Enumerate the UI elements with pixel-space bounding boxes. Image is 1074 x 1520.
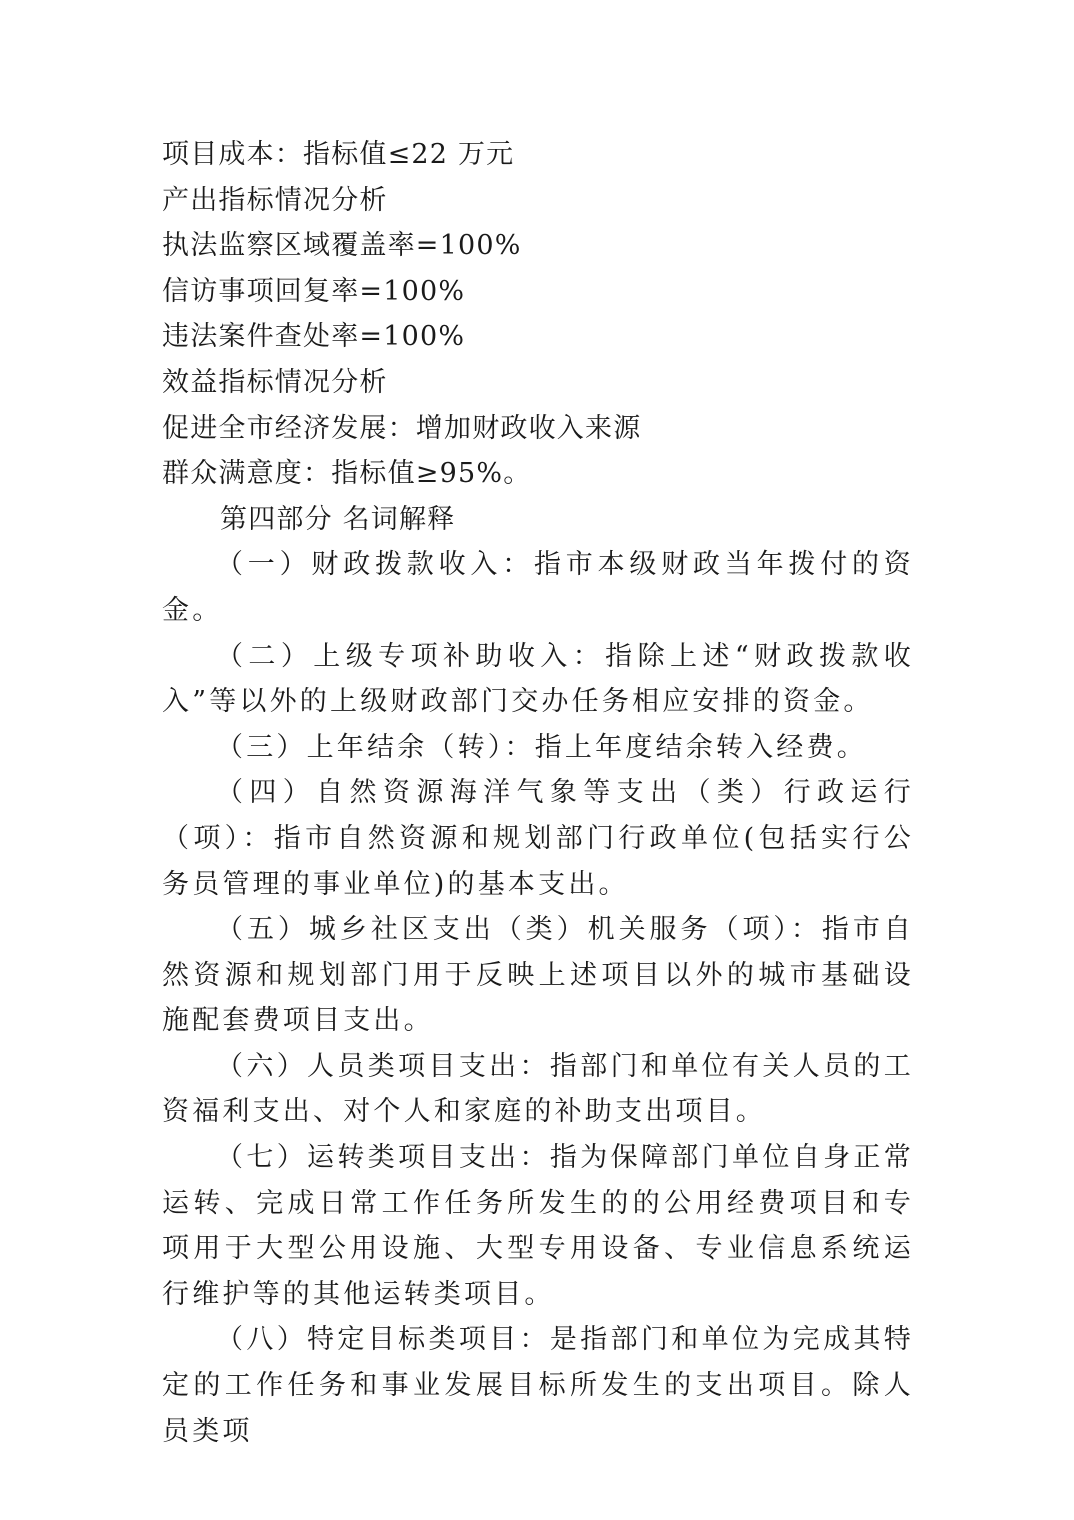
definition-paragraph-1: （一）财政拨款收入：指市本级财政当年拨付的资金。 xyxy=(162,549,914,626)
enforcement-coverage-line: 执法监察区域覆盖率=100% xyxy=(162,230,522,262)
satisfaction-line: 群众满意度：指标值≥95%。 xyxy=(162,458,532,490)
section-heading: 第四部分 名词解释 xyxy=(220,503,456,535)
definition-paragraph-8: （八）特定目标类项目：是指部门和单位为完成其特定的工作任务和事业发展目标所发生的支出项目。除人员类项 xyxy=(162,1324,914,1447)
economic-development-line: 促进全市经济发展：增加财政收入来源 xyxy=(162,412,642,444)
violation-handling-line: 违法案件查处率=100% xyxy=(162,321,466,353)
definition-paragraph-4: （四）自然资源海洋气象等支出（类）行政运行（项）：指市自然资源和规划部门行政单位(包括实行公务员管理的事业单位)的基本支出。 xyxy=(162,777,914,900)
petition-reply-line: 信访事项回复率=100% xyxy=(162,275,466,307)
output-indicator-heading: 产出指标情况分析 xyxy=(162,184,388,216)
project-cost-line: 项目成本：指标值≤22 万元 xyxy=(162,139,515,170)
document-body xyxy=(162,132,914,1454)
benefit-indicator-heading: 效益指标情况分析 xyxy=(162,366,388,398)
definition-paragraph-7: （七）运转类项目支出：指为保障部门单位自身正常运转、完成日常工作任务所发生的的公用经费项目和专项用于大型公用设施、大型专用设备、专业信息系统运行维护等的其他运转类项目。 xyxy=(162,1142,914,1310)
definition-paragraph-6: （六）人员类项目支出：指部门和单位有关人员的工资福利支出、对个人和家庭的补助支出项目。 xyxy=(162,1050,914,1128)
definition-paragraph-5: （五）城乡社区支出（类）机关服务（项）：指市自然资源和规划部门用于反映上述项目以外的城市基础设施配套费项目支出。 xyxy=(162,914,914,1037)
definition-paragraph-2: （二）上级专项补助收入：指除上述“财政拨款收入”等以外的上级财政部门交办任务相应安排的资金。 xyxy=(162,640,914,718)
definition-paragraph-3: （三）上年结余（转）：指上年度结余转入经费。 xyxy=(216,731,867,763)
